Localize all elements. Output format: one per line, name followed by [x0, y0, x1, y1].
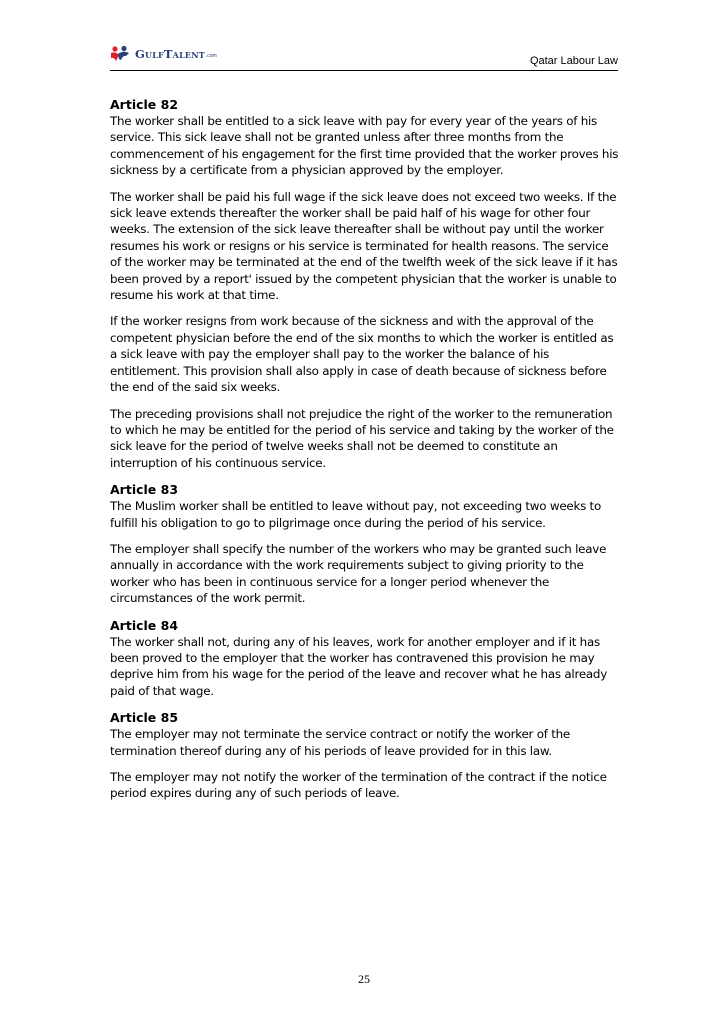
paragraph: The preceding provisions shall not prejudice the right of the worker to the remuneration to which he may be entitled for the period of his service and taking by the worker of the sick leave for the period of twelve weeks shall not be deemed to constitute an interruption of his continuous service. — [110, 406, 614, 470]
article-heading: Article 84 — [110, 617, 179, 633]
header-divider — [110, 70, 618, 71]
paragraph: The worker shall be entitled to a sick leave with pay for every year of the years of his service. This sick leave shall not be granted unless after three months from the commencement of his engagement for the first time provided that the worker proves his sickness by a certificate from a physician approved by the employer. — [110, 114, 619, 178]
paragraph: The employer shall specify the number of the workers who may be granted such leave annually in accordance with the work requirements subject to giving priority to the worker who has been in continuous service for a longer period whenever the circumstances of the work permit. — [110, 541, 607, 606]
paragraph: If the worker resigns from work because of the sickness and with the approval of the competent physician before the end of the six months to which the worker is entitled as a sick leave with pay the employer shall pay to the worker the balance of his entitlement. This provision shall also apply in case of death because of sickness before the end of the said six weeks. — [110, 314, 614, 395]
logo-suffix: .com — [205, 53, 217, 59]
article-heading: Article 83 — [110, 482, 179, 498]
page-number: 25 — [358, 972, 370, 986]
paragraph: The employer may not notify the worker of the termination of the contract if the notice period expires during any of such periods of leave. — [110, 770, 607, 801]
paragraph: The worker shall be paid his full wage if the sick leave does not exceed two weeks. If the sick leave extends thereafter the worker shall be paid half of his wage for other four weeks. The extension of the sick leave thereafter shall be without pay until the worker resumes his work or resigns or his service is terminated for health reasons. The service of the worker may be terminated at the end of the twelfth week of the sick leave if it has been proved by a report' issued by the competent physician that the worker is unable to resume his work at that time. — [110, 189, 618, 303]
paragraph: The Muslim worker shall be entitled to leave without pay, not exceeding two weeks to fulfill his obligation to go to pilgrimage once during the period of his service. — [110, 499, 601, 530]
article-heading: Article 85 — [110, 710, 179, 726]
people-icon — [110, 45, 132, 63]
gulftalent-logo — [110, 44, 217, 64]
article-85 — [110, 709, 622, 802]
article-82 — [110, 96, 622, 471]
article-83 — [110, 481, 622, 606]
logo-wordmark: GulfTalent — [135, 47, 205, 61]
paragraph: The employer may not terminate the service contract or notify the worker of the termination thereof during any of his periods of leave provided for in this law. — [110, 727, 570, 758]
paragraph: The worker shall not, during any of his leaves, work for another employer and if it has been proved to the employer that the worker has contravened this provision he may deprive him from his wage for the period of the leave and recover what he has already paid of that wage. — [110, 634, 608, 698]
article-heading: Article 82 — [110, 97, 179, 112]
document-title: Qatar Labour Law — [529, 55, 618, 67]
document-body — [110, 96, 622, 812]
page-header — [110, 42, 618, 72]
article-84 — [110, 617, 622, 700]
